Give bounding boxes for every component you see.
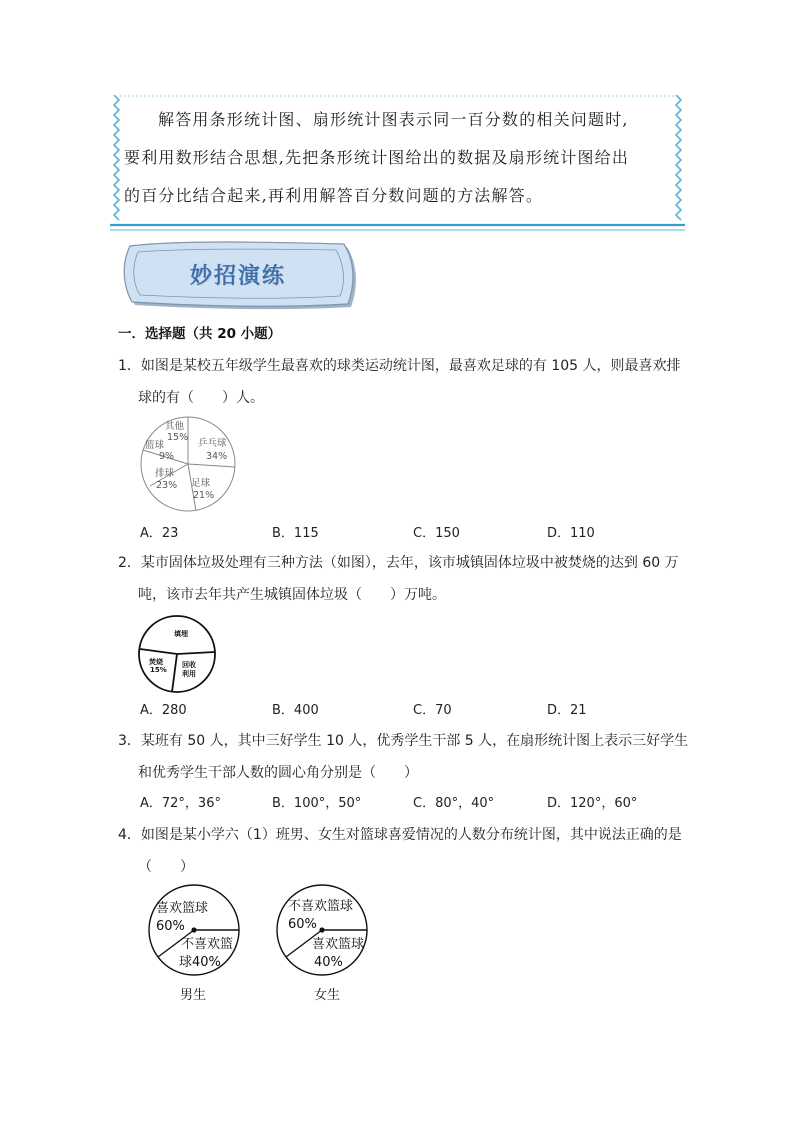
chart-caption: 男生 [180, 988, 207, 1003]
double-rule-divider [110, 223, 685, 233]
tip-box [110, 95, 685, 221]
question-text: 4．如图是某小学六（1）班男、女生对篮球喜爱情况的人数分布统计图，其中说法正确的是 [118, 827, 682, 843]
chart-caption: 女生 [314, 988, 341, 1003]
slice-label: 其他 [165, 421, 185, 432]
choice-d[interactable]: D．120°，60° [547, 796, 638, 811]
question-text: 球的有（ ）人。 [138, 390, 264, 406]
slice-label: 利用 [182, 670, 196, 678]
slice-pct: 21% [193, 490, 215, 501]
slice-pct: 15% [167, 432, 189, 443]
choice-d[interactable]: D．110 [547, 526, 595, 541]
slice-label: 喜欢篮球 [156, 901, 209, 916]
slice-label: 乒乓球 [198, 438, 227, 449]
tip-line: 的百分比结合起来,再利用解答百分数问题的方法解答。 [124, 186, 544, 205]
slice-label: 足球 [191, 478, 211, 489]
slice-label: 不喜欢篮球 [288, 899, 354, 914]
slice-label: 填埋 [174, 630, 188, 638]
choice-a[interactable]: A．280 [140, 703, 187, 718]
slice-pct: 60% [156, 919, 185, 934]
choice-c[interactable]: C．80°，40° [413, 796, 495, 811]
slice-pct: 球40% [179, 955, 221, 970]
slice-label: 篮球 [145, 440, 165, 451]
tip-text [124, 101, 672, 215]
question-text: 和优秀学生干部人数的圆心角分别是（ ） [138, 765, 418, 781]
slice-label: 回收 [182, 661, 196, 669]
choice-d[interactable]: D．21 [547, 703, 587, 718]
question-text: 1．如图是某校五年级学生最喜欢的球类运动统计图，最喜欢足球的有 105 人，则最喜欢排 [118, 358, 681, 374]
tip-line: 要利用数形结合思想,先把条形统计图给出的数据及扇形统计图给出 [124, 148, 630, 167]
choice-a[interactable]: A．72°，36° [140, 796, 221, 811]
garbage-pie-chart [136, 614, 218, 694]
slice-pct: 15% [150, 666, 167, 674]
choice-b[interactable]: B．400 [272, 703, 319, 718]
choice-b[interactable]: B．100°，50° [272, 796, 362, 811]
slice-pct: 9% [159, 451, 175, 462]
slice-label: 喜欢篮球 [312, 937, 365, 952]
girls-pie-chart [274, 884, 372, 1006]
choice-b[interactable]: B．115 [272, 526, 319, 541]
section-title: 一．选择题（共 20 小题） [118, 326, 282, 342]
ball-sports-pie-chart [136, 414, 240, 514]
slice-label: 不喜欢篮 [181, 937, 234, 952]
boys-pie-chart [146, 884, 244, 1006]
slice-pct: 23% [156, 480, 178, 491]
section-banner [118, 238, 358, 310]
question-text: 2．某市固体垃圾处理有三种方法（如图），去年，该市城镇固体垃圾中被焚烧的达到 60 万 [118, 555, 679, 571]
choice-c[interactable]: C．70 [413, 703, 452, 718]
choice-c[interactable]: C．150 [413, 526, 460, 541]
banner-title: 妙招演练 [189, 263, 286, 289]
slice-label: 焚烧 [149, 658, 163, 666]
slice-pct: 60% [288, 917, 317, 932]
question-text: （ ） [138, 859, 194, 875]
question-text: 3．某班有 50 人，其中三好学生 10 人，优秀学生干部 5 人，在扇形统计图上表示三好学生 [118, 733, 689, 749]
slice-label: 排球 [155, 468, 175, 479]
slice-pct: 40% [314, 955, 343, 970]
slice-pct: 34% [206, 451, 228, 462]
choice-a[interactable]: A．23 [140, 526, 179, 541]
tip-line: 解答用条形统计图、扇形统计图表示同一百分数的相关问题时, [158, 110, 629, 129]
question-text: 吨，该市去年共产生城镇固体垃圾（ ）万吨。 [138, 587, 446, 603]
